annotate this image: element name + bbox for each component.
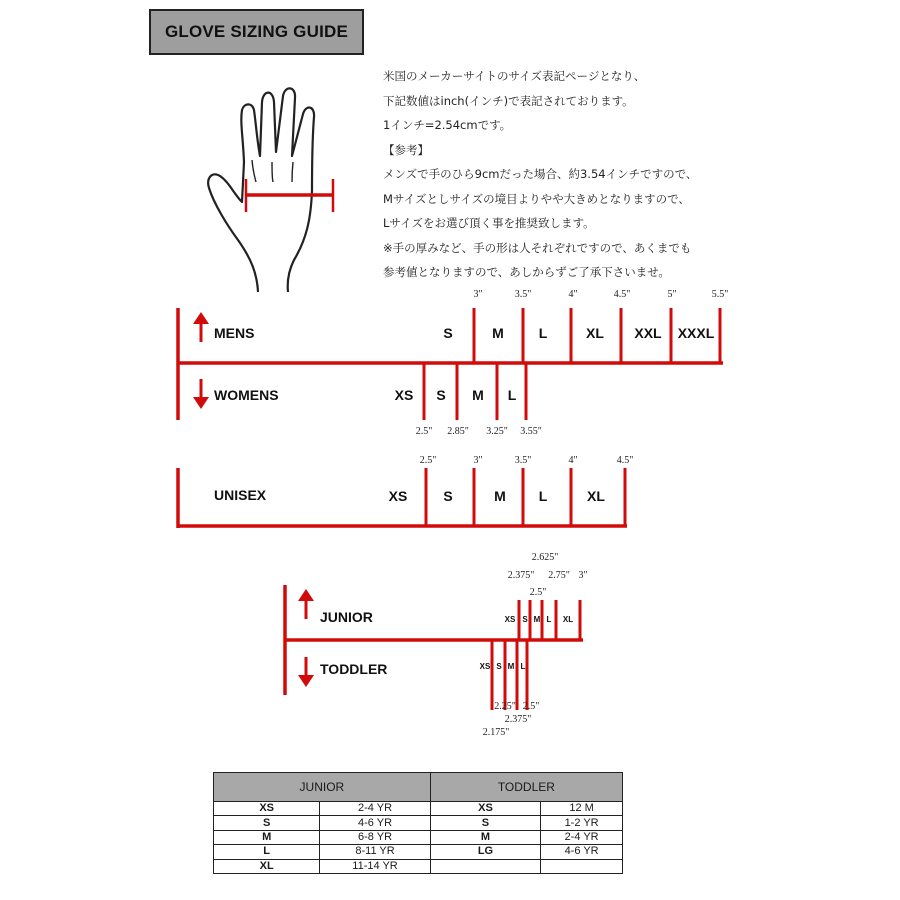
mens-tick-value: 4.5" (613, 289, 631, 300)
arrow-up-icon (298, 589, 314, 619)
unisex-tick-value: 4.5" (616, 455, 634, 466)
mens-tick-value: 5.5" (711, 289, 729, 300)
toddler-size (430, 859, 540, 873)
junior-age: 4-6 YR (320, 816, 430, 830)
age-size-table (213, 772, 623, 874)
junior-size: XL (214, 859, 320, 873)
unisex-size-label: S (443, 488, 453, 504)
junior-size: XS (214, 802, 320, 816)
toddler-size-label: XS (479, 662, 491, 671)
toddler-size: XS (430, 802, 540, 816)
unisex-size-label: XL (587, 488, 605, 504)
junior-size: L (214, 845, 320, 859)
toddler-tick-value: 2.25" (494, 701, 516, 712)
mens-size-label: XXL (634, 325, 662, 341)
mens-tick-value: 3" (473, 289, 483, 300)
womens-tick-value: 2.5" (415, 426, 433, 437)
toddler-age: 1-2 YR (541, 816, 623, 830)
junior-age: 2-4 YR (320, 802, 430, 816)
toddler-label: TODDLER (320, 661, 388, 677)
junior-size-label: M (533, 615, 541, 624)
toddler-tick-value: 2.375" (504, 714, 532, 725)
mens-tick-value: 3.5" (514, 289, 532, 300)
note-line: Mサイズとしサイズの境目よりやや大きめとなりますので、 (383, 191, 690, 206)
junior-size: M (214, 830, 320, 844)
note-line: メンズで手のひら9cmだった場合、約3.54インチですので、 (383, 167, 698, 181)
unisex-size-label: XS (388, 488, 408, 504)
toddler-tick-value: 2.175" (482, 727, 510, 738)
unisex-label: UNISEX (214, 487, 267, 503)
junior-size-label: XS (504, 615, 516, 624)
table-row (214, 830, 623, 844)
toddler-size-label: L (520, 662, 526, 671)
mens-size-label: L (538, 325, 548, 341)
arrow-down-icon (193, 379, 209, 409)
toddler-size-label: M (507, 662, 515, 671)
junior-size-label: L (546, 615, 552, 624)
womens-size-label: S (436, 387, 446, 403)
note-line: 【参考】 (383, 142, 429, 157)
junior-age: 11-14 YR (320, 859, 430, 873)
unisex-tick-value: 4" (568, 455, 578, 466)
note-line: 1インチ=2.54cmです。 (383, 118, 512, 132)
toddler-size: M (430, 830, 540, 844)
unisex-tick-value: 3" (473, 455, 483, 466)
toddler-age: 12 M (541, 802, 623, 816)
womens-tick-value: 2.85" (447, 426, 469, 437)
toddler-age: 2-4 YR (541, 830, 623, 844)
mens-size-label: M (492, 325, 504, 341)
mens-tick-value: 4" (568, 289, 578, 300)
arrow-up-icon (193, 312, 209, 342)
scale-labels (214, 325, 387, 677)
unisex-tick-value: 2.5" (419, 455, 437, 466)
mens-label: MENS (214, 325, 255, 341)
junior-tick-value: 2.625" (531, 552, 559, 563)
junior-size: S (214, 816, 320, 830)
note-line: Lサイズをお選び頂く事を推奨致します。 (383, 216, 595, 230)
womens-size-label: M (472, 387, 484, 403)
toddler-size-label: S (496, 662, 502, 671)
note-line: 米国のメーカーサイトのサイズ表記ページとなり、 (383, 69, 646, 83)
junior-tick-value: 2.375" (507, 570, 535, 581)
mens-size-label: XL (586, 325, 604, 341)
scale-marks (389, 289, 729, 738)
toddler-size: S (430, 816, 540, 830)
unisex-tick-value: 3.5" (514, 455, 532, 466)
table-row (214, 816, 623, 830)
womens-tick-value: 3.25" (486, 426, 508, 437)
junior-size-label: S (522, 615, 528, 624)
table-row (214, 845, 623, 859)
mens-tick-value: 5" (667, 289, 677, 300)
junior-label: JUNIOR (320, 609, 373, 625)
junior-tick-value: 2.5" (529, 587, 547, 598)
junior-tick-value: 2.75" (548, 570, 570, 581)
mens-size-label: XXXL (677, 325, 715, 341)
womens-tick-value: 3.55" (520, 426, 542, 437)
mens-size-label: S (443, 325, 453, 341)
table-row (214, 859, 623, 873)
guide-title: GLOVE SIZING GUIDE (164, 22, 349, 41)
arrow-down-icon (298, 657, 314, 687)
womens-size-label: XS (394, 387, 414, 403)
toddler-age (541, 859, 623, 873)
toddler-tick-value: 2.5" (522, 701, 540, 712)
unisex-size-label: L (538, 488, 548, 504)
unisex-size-label: M (494, 488, 506, 504)
junior-age: 6-8 YR (320, 830, 430, 844)
note-line: ※手の厚みなど、手の形は人それぞれですので、あくまでも (383, 240, 692, 255)
junior-age: 8-11 YR (320, 845, 430, 859)
note-line: 下記数値はinch(インチ)で表記されております。 (383, 93, 634, 108)
table-row (214, 802, 623, 816)
junior-size-label: XL (562, 615, 574, 624)
toddler-age: 4-6 YR (541, 845, 623, 859)
junior-header: JUNIOR (214, 773, 431, 802)
toddler-header: TODDLER (430, 773, 622, 802)
toddler-size: LG (430, 845, 540, 859)
note-line: 参考値となりますので、あしからずご了承下さいませ。 (383, 265, 670, 279)
womens-size-label: L (507, 387, 517, 403)
womens-label: WOMENS (214, 387, 279, 403)
junior-tick-value: 3" (578, 570, 588, 581)
